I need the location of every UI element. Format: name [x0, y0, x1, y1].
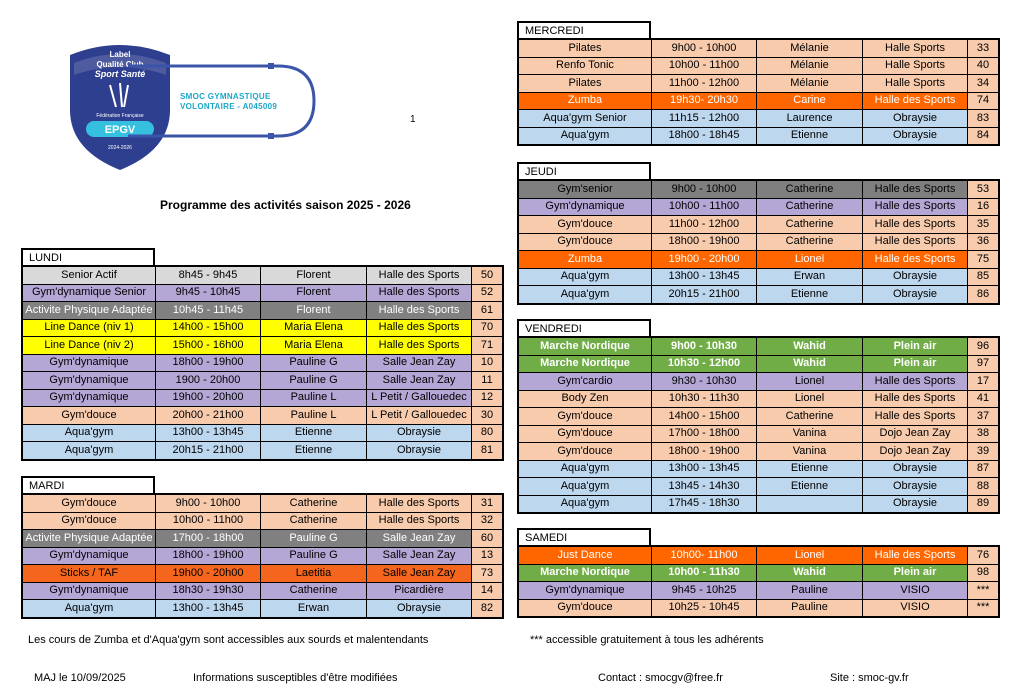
- time-cell: 19h00 - 20h00: [156, 389, 261, 407]
- time-cell: 17h45 - 18h30: [652, 495, 757, 513]
- place-cell: Salle Jean Zay: [367, 372, 472, 390]
- table-row: [518, 460, 999, 478]
- table-row: [22, 389, 503, 407]
- club-name-line2: VOLONTAIRE - A045009: [180, 102, 278, 111]
- table-row: [518, 216, 999, 234]
- place-cell: Halle des Sports: [863, 198, 968, 216]
- time-cell: 9h00 - 10h00: [652, 180, 757, 198]
- course-number-cell: 13: [472, 547, 504, 565]
- course-number-cell: 80: [472, 424, 504, 442]
- time-cell: 18h00 - 19h00: [156, 547, 261, 565]
- time-cell: 18h00 - 19h00: [156, 354, 261, 372]
- coach-cell: Pauline G: [261, 354, 367, 372]
- activity-cell: Gym'douce: [22, 407, 156, 425]
- course-number-cell: 36: [968, 233, 1000, 251]
- place-cell: Obraysie: [863, 460, 968, 478]
- activity-cell: Gym'douce: [518, 216, 652, 234]
- time-cell: 10h00 - 11h00: [652, 57, 757, 75]
- course-number-cell: 53: [968, 180, 1000, 198]
- place-cell: Plein air: [863, 564, 968, 582]
- update-date: MAJ le 10/09/2025: [34, 672, 126, 684]
- place-cell: Halle des Sports: [863, 546, 968, 564]
- coach-cell: Catherine: [757, 180, 863, 198]
- time-cell: 17h00 - 18h00: [156, 530, 261, 548]
- time-cell: 11h15 - 12h00: [652, 110, 757, 128]
- activity-cell: Gym'douce: [518, 425, 652, 443]
- activity-cell: Gym'douce: [518, 443, 652, 461]
- table-row: [518, 408, 999, 426]
- activity-cell: Gym'douce: [22, 512, 156, 530]
- coach-cell: Catherine: [261, 512, 367, 530]
- activity-cell: Pilates: [518, 39, 652, 57]
- course-number-cell: 40: [968, 57, 1000, 75]
- place-cell: Halle des Sports: [367, 494, 472, 512]
- activity-cell: Aqua'gym: [518, 478, 652, 496]
- schedule-table-samedi: [517, 545, 1000, 618]
- place-cell: Dojo Jean Zay: [863, 425, 968, 443]
- place-cell: Obraysie: [863, 478, 968, 496]
- time-cell: 13h00 - 13h45: [156, 600, 261, 618]
- course-number-cell: 12: [472, 389, 504, 407]
- table-row: [518, 425, 999, 443]
- activity-cell: Aqua'gym Senior: [518, 110, 652, 128]
- table-row: [22, 354, 503, 372]
- place-cell: Salle Jean Zay: [367, 565, 472, 583]
- table-row: [22, 530, 503, 548]
- activity-cell: Gym'douce: [518, 599, 652, 617]
- table-row: [22, 565, 503, 583]
- coach-cell: Lionel: [757, 546, 863, 564]
- table-row: [518, 390, 999, 408]
- table-row: [22, 337, 503, 355]
- activity-cell: Line Dance (niv 1): [22, 319, 156, 337]
- club-name: [180, 92, 277, 112]
- schedule-table-jeudi: [517, 179, 1000, 305]
- time-cell: 19h00 - 20h00: [156, 565, 261, 583]
- time-cell: 10h25 - 10h45: [652, 599, 757, 617]
- activity-cell: Just Dance: [518, 546, 652, 564]
- page-number: 1: [410, 114, 416, 125]
- time-cell: 18h00 - 18h45: [652, 127, 757, 145]
- coach-cell: Erwan: [261, 600, 367, 618]
- place-cell: L Petit / Gallouedec: [367, 407, 472, 425]
- table-row: [518, 127, 999, 145]
- activity-cell: Marche Nordique: [518, 355, 652, 373]
- course-number-cell: 16: [968, 198, 1000, 216]
- schedule-table-mercredi: [517, 38, 1000, 146]
- time-cell: 10h00- 11h00: [652, 546, 757, 564]
- coach-cell: Etienne: [757, 127, 863, 145]
- coach-cell: Vanina: [757, 425, 863, 443]
- activity-cell: Gym'dynamique: [22, 547, 156, 565]
- activity-cell: Gym'dynamique: [22, 372, 156, 390]
- time-cell: 19h30- 20h30: [652, 92, 757, 110]
- activity-cell: Gym'dynamique: [518, 198, 652, 216]
- course-number-cell: 31: [472, 494, 504, 512]
- table-row: [518, 337, 999, 355]
- club-name-line1: SMOC GYMNASTIQUE: [180, 92, 271, 101]
- coach-cell: Pauline G: [261, 530, 367, 548]
- course-number-cell: 71: [472, 337, 504, 355]
- coach-cell: Etienne: [757, 478, 863, 496]
- table-row: [518, 582, 999, 600]
- course-number-cell: 14: [472, 582, 504, 600]
- coach-cell: Catherine: [757, 216, 863, 234]
- table-row: [22, 302, 503, 320]
- day-label-jeudi: JEUDI: [517, 162, 651, 179]
- table-row: [518, 57, 999, 75]
- activity-cell: Aqua'gym: [518, 286, 652, 304]
- course-number-cell: 33: [968, 39, 1000, 57]
- activity-cell: Line Dance (niv 2): [22, 337, 156, 355]
- course-number-cell: 88: [968, 478, 1000, 496]
- activity-cell: Gym'douce: [518, 233, 652, 251]
- table-row: [518, 92, 999, 110]
- schedule-table-vendredi: [517, 336, 1000, 514]
- activity-cell: Activite Physique Adaptée: [22, 530, 156, 548]
- activity-cell: Aqua'gym: [22, 442, 156, 460]
- page-title: Programme des activités saison 2025 - 2026: [160, 198, 411, 212]
- day-label-mardi: MARDI: [21, 476, 155, 493]
- place-cell: Halle des Sports: [863, 373, 968, 391]
- activity-cell: Pilates: [518, 75, 652, 93]
- activity-cell: Aqua'gym: [518, 268, 652, 286]
- course-number-cell: 10: [472, 354, 504, 372]
- day-label-mercredi: MERCREDI: [517, 21, 651, 38]
- place-cell: Halle des Sports: [863, 233, 968, 251]
- course-number-cell: 30: [472, 407, 504, 425]
- course-number-cell: 37: [968, 408, 1000, 426]
- table-row: [518, 180, 999, 198]
- day-label-lundi: LUNDI: [21, 248, 155, 265]
- place-cell: Plein air: [863, 355, 968, 373]
- table-row: [22, 494, 503, 512]
- place-cell: Halle des Sports: [367, 302, 472, 320]
- coach-cell: Laurence: [757, 110, 863, 128]
- course-number-cell: 34: [968, 75, 1000, 93]
- time-cell: 9h45 - 10h25: [652, 582, 757, 600]
- place-cell: Halle des Sports: [367, 337, 472, 355]
- course-number-cell: 75: [968, 251, 1000, 269]
- time-cell: 18h00 - 19h00: [652, 443, 757, 461]
- course-number-cell: ***: [968, 582, 1000, 600]
- coach-cell: Catherine: [757, 233, 863, 251]
- course-number-cell: 82: [472, 600, 504, 618]
- course-number-cell: 41: [968, 390, 1000, 408]
- place-cell: VISIO: [863, 599, 968, 617]
- place-cell: Halle Sports: [863, 57, 968, 75]
- time-cell: 20h00 - 21h00: [156, 407, 261, 425]
- coach-cell: Erwan: [757, 268, 863, 286]
- activity-cell: Activite Physique Adaptée: [22, 302, 156, 320]
- place-cell: Obraysie: [367, 424, 472, 442]
- course-number-cell: 86: [968, 286, 1000, 304]
- activity-cell: Gym'douce: [22, 494, 156, 512]
- coach-cell: Catherine: [261, 582, 367, 600]
- coach-cell: Florent: [261, 302, 367, 320]
- coach-cell: Florent: [261, 266, 367, 284]
- place-cell: Halle des Sports: [367, 266, 472, 284]
- activity-cell: Sticks / TAF: [22, 565, 156, 583]
- place-cell: Halle des Sports: [863, 390, 968, 408]
- time-cell: 13h00 - 13h45: [156, 424, 261, 442]
- activity-cell: Zumba: [518, 251, 652, 269]
- time-cell: 18h00 - 19h00: [652, 233, 757, 251]
- table-row: [22, 372, 503, 390]
- table-row: [518, 198, 999, 216]
- course-number-cell: 98: [968, 564, 1000, 582]
- table-row: [518, 355, 999, 373]
- table-row: [518, 39, 999, 57]
- time-cell: 10h30 - 12h00: [652, 355, 757, 373]
- time-cell: 20h15 - 21h00: [652, 286, 757, 304]
- time-cell: 17h00 - 18h00: [652, 425, 757, 443]
- activity-cell: Aqua'gym: [22, 600, 156, 618]
- place-cell: Halle Sports: [863, 75, 968, 93]
- table-row: [22, 319, 503, 337]
- coach-cell: Lionel: [757, 373, 863, 391]
- coach-cell: Carine: [757, 92, 863, 110]
- svg-text:EPGV: EPGV: [104, 124, 136, 136]
- table-row: [518, 268, 999, 286]
- table-row: [22, 547, 503, 565]
- activity-cell: Marche Nordique: [518, 337, 652, 355]
- coach-cell: Lionel: [757, 390, 863, 408]
- table-row: [518, 495, 999, 513]
- place-cell: Salle Jean Zay: [367, 354, 472, 372]
- place-cell: Obraysie: [863, 127, 968, 145]
- time-cell: 11h00 - 12h00: [652, 75, 757, 93]
- course-number-cell: 38: [968, 425, 1000, 443]
- place-cell: Obraysie: [367, 442, 472, 460]
- table-row: [22, 284, 503, 302]
- coach-cell: Wahid: [757, 337, 863, 355]
- coach-cell: Pauline G: [261, 372, 367, 390]
- course-number-cell: 87: [968, 460, 1000, 478]
- day-label-samedi: SAMEDI: [517, 528, 651, 545]
- table-row: [22, 512, 503, 530]
- place-cell: VISIO: [863, 582, 968, 600]
- coach-cell: Catherine: [757, 198, 863, 216]
- place-cell: Dojo Jean Zay: [863, 443, 968, 461]
- place-cell: Halle Sports: [863, 39, 968, 57]
- time-cell: 10h45 - 11h45: [156, 302, 261, 320]
- course-number-cell: 73: [472, 565, 504, 583]
- coach-cell: Florent: [261, 284, 367, 302]
- place-cell: Obraysie: [863, 286, 968, 304]
- contact-email[interactable]: Contact : smocgv@free.fr: [598, 672, 723, 684]
- coach-cell: [757, 495, 863, 513]
- coach-cell: Laetitia: [261, 565, 367, 583]
- coach-cell: Wahid: [757, 564, 863, 582]
- course-number-cell: ***: [968, 599, 1000, 617]
- time-cell: 14h00 - 15h00: [156, 319, 261, 337]
- coach-cell: Maria Elena: [261, 319, 367, 337]
- time-cell: 14h00 - 15h00: [652, 408, 757, 426]
- activity-cell: Gym'dynamique: [22, 582, 156, 600]
- course-number-cell: 85: [968, 268, 1000, 286]
- activity-cell: Senior Actif: [22, 266, 156, 284]
- place-cell: Obraysie: [863, 495, 968, 513]
- course-number-cell: 39: [968, 443, 1000, 461]
- table-row: [518, 599, 999, 617]
- activity-cell: Gym'senior: [518, 180, 652, 198]
- table-row: [518, 233, 999, 251]
- activity-cell: Gym'cardio: [518, 373, 652, 391]
- place-cell: Halle des Sports: [863, 180, 968, 198]
- coach-cell: Pauline: [757, 582, 863, 600]
- course-number-cell: 84: [968, 127, 1000, 145]
- svg-text:Qualité Club: Qualité Club: [96, 60, 144, 69]
- coach-cell: Mélanie: [757, 57, 863, 75]
- coach-cell: Maria Elena: [261, 337, 367, 355]
- coach-cell: Catherine: [261, 494, 367, 512]
- activity-cell: Zumba: [518, 92, 652, 110]
- time-cell: 9h30 - 10h30: [652, 373, 757, 391]
- course-number-cell: 81: [472, 442, 504, 460]
- place-cell: Obraysie: [367, 600, 472, 618]
- coach-cell: Etienne: [261, 424, 367, 442]
- place-cell: Halle des Sports: [367, 512, 472, 530]
- coach-cell: Pauline L: [261, 389, 367, 407]
- place-cell: L Petit / Gallouedec: [367, 389, 472, 407]
- coach-cell: Etienne: [757, 286, 863, 304]
- course-number-cell: 52: [472, 284, 504, 302]
- table-row: [22, 424, 503, 442]
- activity-cell: Aqua'gym: [518, 127, 652, 145]
- place-cell: Salle Jean Zay: [367, 530, 472, 548]
- place-cell: Obraysie: [863, 110, 968, 128]
- time-cell: 15h00 - 16h00: [156, 337, 261, 355]
- activity-cell: Gym'dynamique: [22, 354, 156, 372]
- table-row: [22, 600, 503, 618]
- coach-cell: Pauline G: [261, 547, 367, 565]
- coach-cell: Pauline: [757, 599, 863, 617]
- table-row: [518, 251, 999, 269]
- table-row: [518, 373, 999, 391]
- svg-text:Sport Santé: Sport Santé: [94, 69, 146, 79]
- time-cell: 8h45 - 9h45: [156, 266, 261, 284]
- note-accessibility: Les cours de Zumba et d'Aqua'gym sont accessibles aux sourds et malentendants: [28, 634, 429, 646]
- table-row: [518, 564, 999, 582]
- coach-cell: Wahid: [757, 355, 863, 373]
- course-number-cell: 11: [472, 372, 504, 390]
- coach-cell: Mélanie: [757, 75, 863, 93]
- day-label-vendredi: VENDREDI: [517, 319, 651, 336]
- activity-cell: Aqua'gym: [22, 424, 156, 442]
- table-row: [518, 75, 999, 93]
- course-number-cell: 17: [968, 373, 1000, 391]
- table-row: [518, 546, 999, 564]
- course-number-cell: 97: [968, 355, 1000, 373]
- table-row: [518, 443, 999, 461]
- time-cell: 11h00 - 12h00: [652, 216, 757, 234]
- time-cell: 1900 - 20h00: [156, 372, 261, 390]
- time-cell: 10h00 - 11h30: [652, 564, 757, 582]
- place-cell: Halle des Sports: [367, 319, 472, 337]
- course-number-cell: 74: [968, 92, 1000, 110]
- disclaimer: Informations susceptibles d'être modifiées: [193, 672, 398, 684]
- coach-cell: Lionel: [757, 251, 863, 269]
- time-cell: 10h00 - 11h00: [652, 198, 757, 216]
- site-link[interactable]: Site : smoc-gv.fr: [830, 672, 909, 684]
- place-cell: Halle des Sports: [863, 216, 968, 234]
- time-cell: 9h00 - 10h00: [652, 39, 757, 57]
- note-free-access: *** accessible gratuitement à tous les adhérents: [530, 634, 764, 646]
- course-number-cell: 83: [968, 110, 1000, 128]
- activity-cell: Body Zen: [518, 390, 652, 408]
- place-cell: Plein air: [863, 337, 968, 355]
- time-cell: 20h15 - 21h00: [156, 442, 261, 460]
- time-cell: 10h00 - 11h00: [156, 512, 261, 530]
- course-number-cell: 60: [472, 530, 504, 548]
- coach-cell: Vanina: [757, 443, 863, 461]
- activity-cell: Gym'douce: [518, 408, 652, 426]
- schedule-table-mardi: [21, 493, 504, 619]
- course-number-cell: 96: [968, 337, 1000, 355]
- table-row: [518, 286, 999, 304]
- schedule-table-lundi: [21, 265, 504, 461]
- course-number-cell: 32: [472, 512, 504, 530]
- course-number-cell: 50: [472, 266, 504, 284]
- time-cell: 19h00 - 20h00: [652, 251, 757, 269]
- place-cell: Halle des Sports: [863, 408, 968, 426]
- coach-cell: Etienne: [757, 460, 863, 478]
- svg-text:Fédération Française: Fédération Française: [96, 113, 144, 119]
- coach-cell: Catherine: [757, 408, 863, 426]
- course-number-cell: 76: [968, 546, 1000, 564]
- place-cell: Salle Jean Zay: [367, 547, 472, 565]
- course-number-cell: 70: [472, 319, 504, 337]
- table-row: [22, 442, 503, 460]
- table-row: [22, 407, 503, 425]
- activity-cell: Gym'dynamique: [518, 582, 652, 600]
- course-number-cell: 35: [968, 216, 1000, 234]
- place-cell: Picardière: [367, 582, 472, 600]
- svg-text:2024-2026: 2024-2026: [108, 145, 132, 151]
- time-cell: 10h30 - 11h30: [652, 390, 757, 408]
- coach-cell: Mélanie: [757, 39, 863, 57]
- activity-cell: Aqua'gym: [518, 460, 652, 478]
- activity-cell: Gym'dynamique: [22, 389, 156, 407]
- time-cell: 9h00 - 10h00: [156, 494, 261, 512]
- coach-cell: Etienne: [261, 442, 367, 460]
- time-cell: 13h00 - 13h45: [652, 268, 757, 286]
- table-row: [22, 266, 503, 284]
- table-row: [22, 582, 503, 600]
- place-cell: Halle des Sports: [863, 92, 968, 110]
- activity-cell: Aqua'gym: [518, 495, 652, 513]
- table-row: [518, 478, 999, 496]
- place-cell: Halle des Sports: [863, 251, 968, 269]
- time-cell: 13h45 - 14h30: [652, 478, 757, 496]
- time-cell: 13h00 - 13h45: [652, 460, 757, 478]
- table-row: [518, 110, 999, 128]
- coach-cell: Pauline L: [261, 407, 367, 425]
- time-cell: 9h45 - 10h45: [156, 284, 261, 302]
- place-cell: Obraysie: [863, 268, 968, 286]
- activity-cell: Renfo Tonic: [518, 57, 652, 75]
- activity-cell: Marche Nordique: [518, 564, 652, 582]
- activity-cell: Gym'dynamique Senior: [22, 284, 156, 302]
- place-cell: Halle des Sports: [367, 284, 472, 302]
- course-number-cell: 89: [968, 495, 1000, 513]
- course-number-cell: 61: [472, 302, 504, 320]
- svg-text:Label: Label: [109, 50, 131, 59]
- time-cell: 18h30 - 19h30: [156, 582, 261, 600]
- time-cell: 9h00 - 10h30: [652, 337, 757, 355]
